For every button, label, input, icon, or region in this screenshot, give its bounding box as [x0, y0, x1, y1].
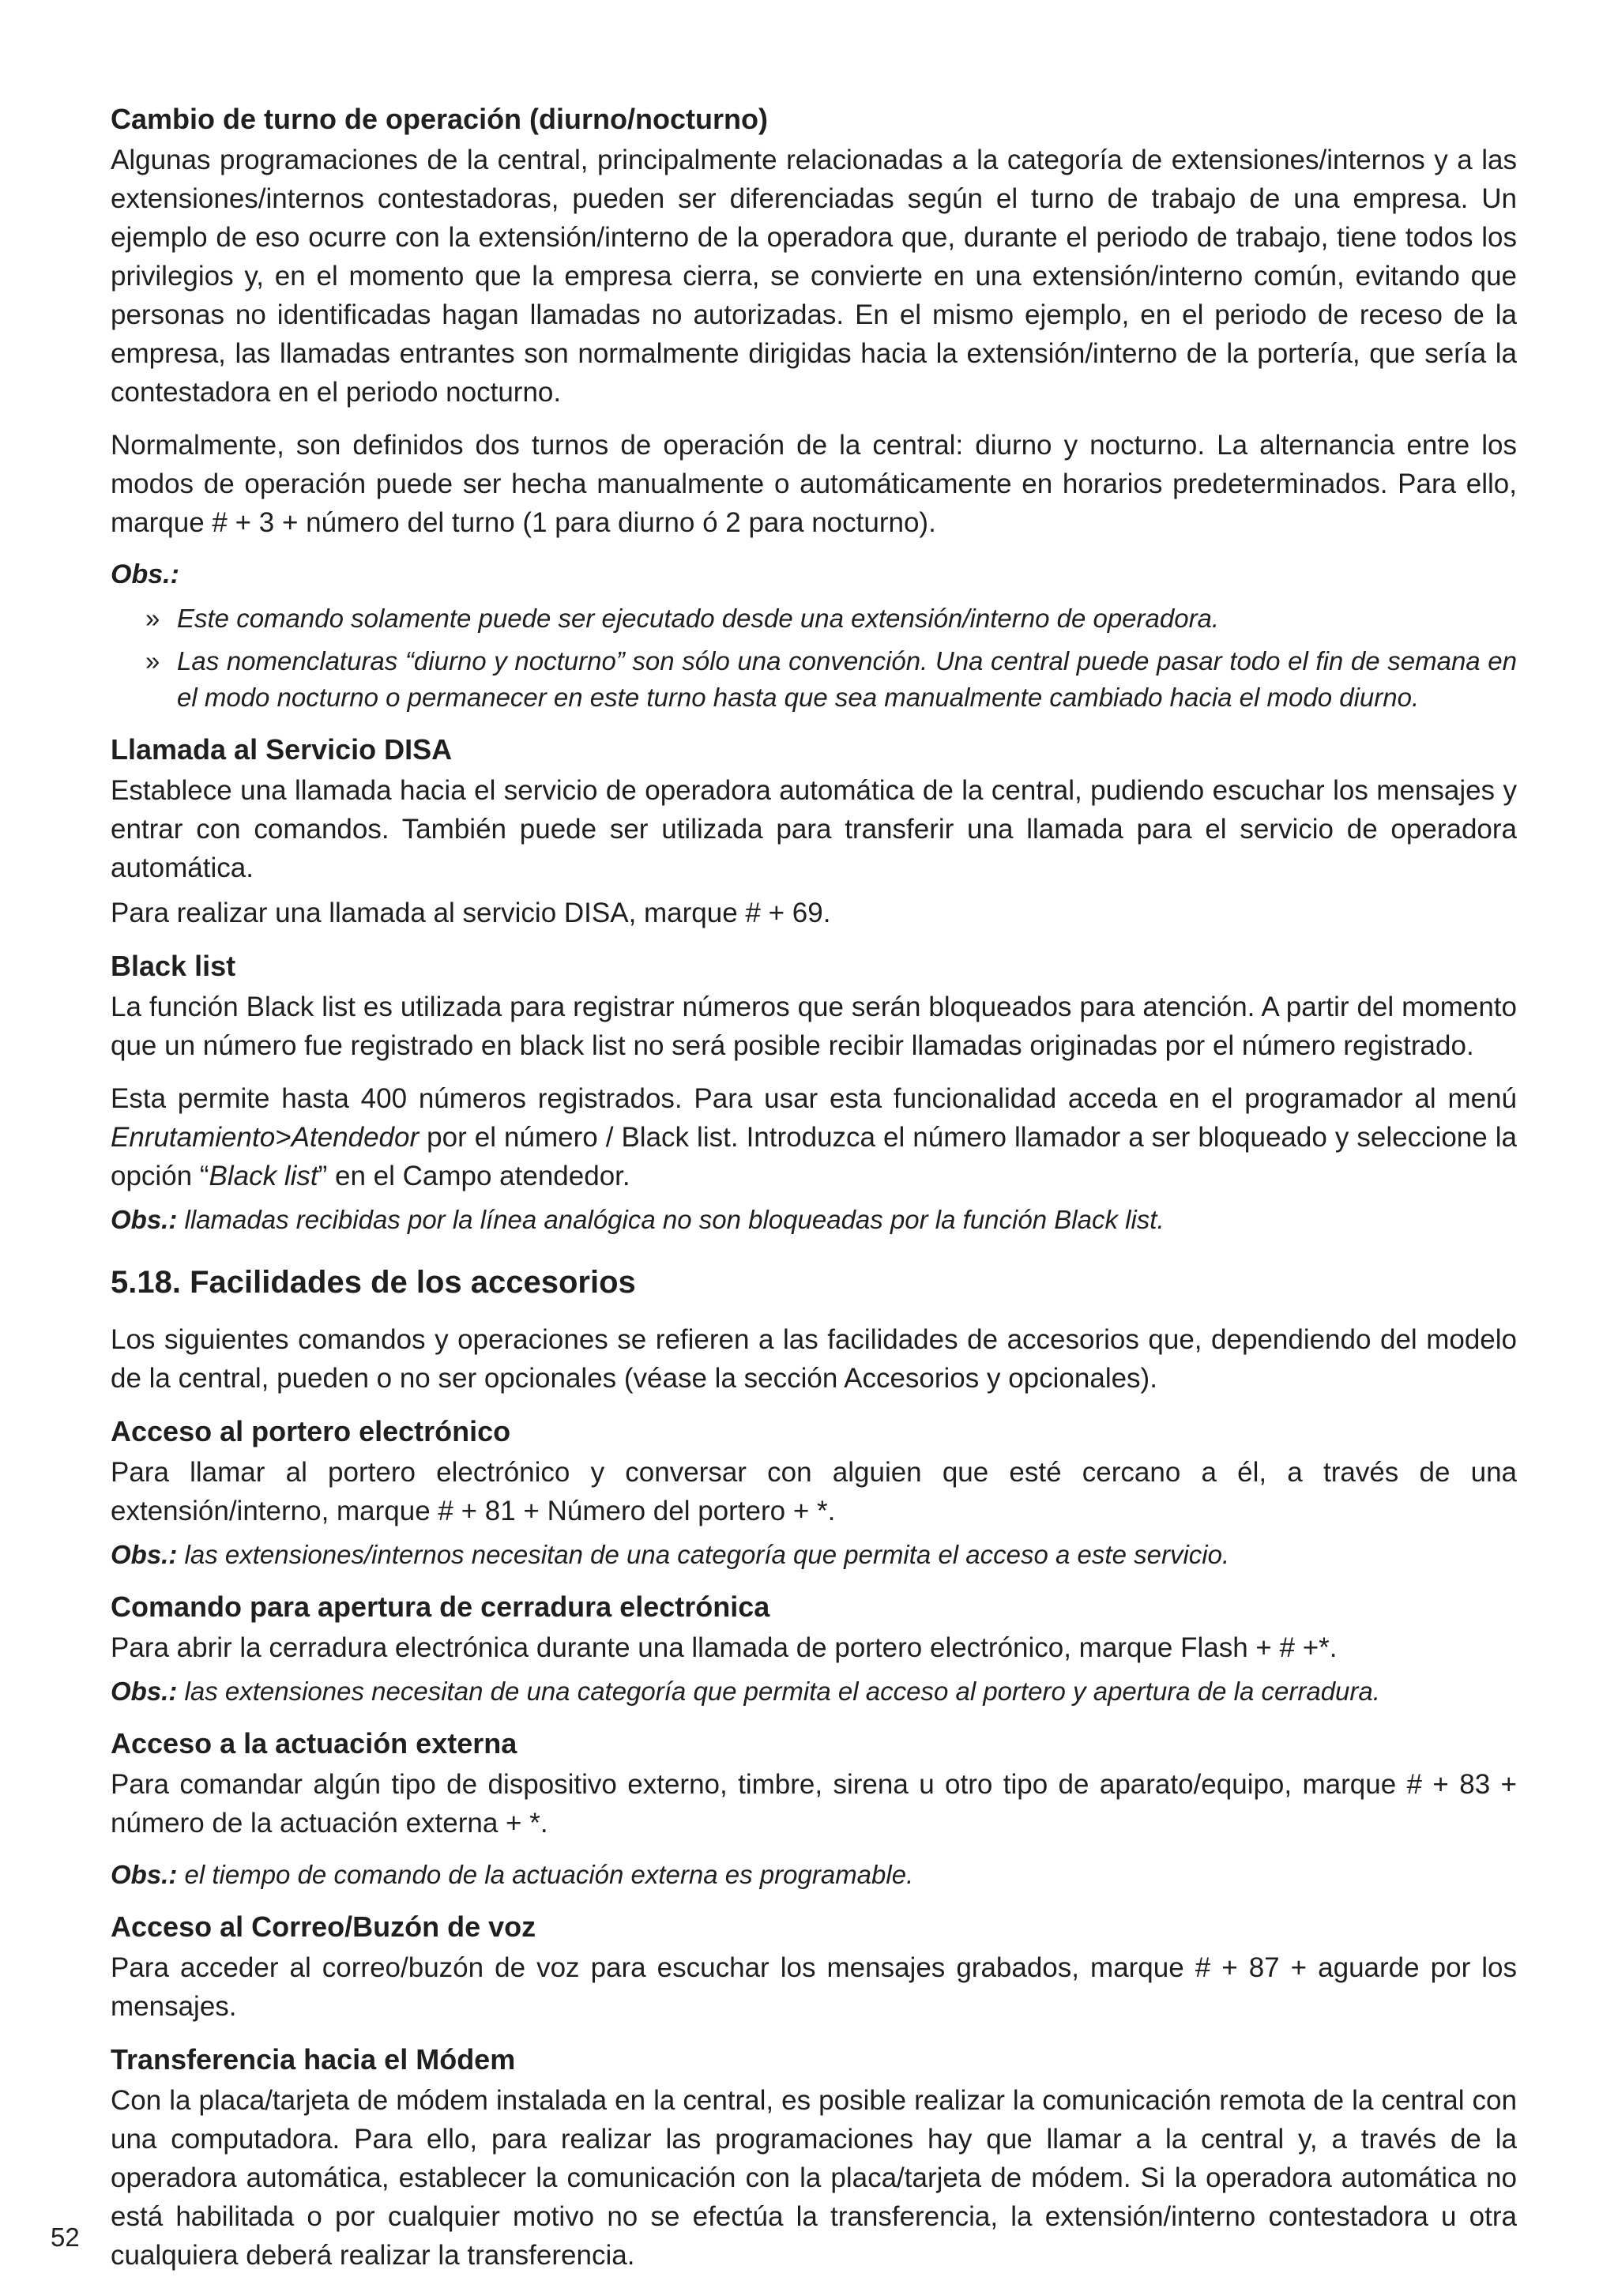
heading-accesorios: 5.18. Facilidades de los accesorios: [111, 1265, 636, 1300]
paragraph-correo: Para acceder al correo/buzón de voz para escuchar los mensajes grabados, marque # + 87 + aguarde por los mensajes.: [111, 1952, 1517, 2022]
paragraph-blacklist-1: La función Black list es utilizada para registrar números que serán bloqueados para atención. A partir del momento que un número fue registrado en black list no será posible recibir llamadas originadas por el número registrado.: [111, 992, 1517, 1061]
obs-text: llamadas recibidas por la línea analógica no son bloqueadas por la función Black list.: [177, 1205, 1165, 1234]
obs-actuacion: [111, 1857, 1517, 1893]
section-disa: [111, 732, 1517, 932]
heading-correo: Acceso al Correo/Buzón de voz: [111, 1910, 536, 1943]
paragraph-disa-2: Para realizar una llamada al servicio DISA, marque # + 69.: [111, 898, 831, 928]
text-fragment: por el número / Black list. Introduzca el número llamador a ser bloqueado y seleccione la opción “: [111, 1122, 1517, 1191]
obs-label: Obs.:: [111, 1540, 178, 1569]
heading-portero: Acceso al portero electrónico: [111, 1415, 511, 1447]
paragraph-turno-1: Algunas programaciones de la central, principalmente relacionadas a la categoría de extensiones/internos y a las extensiones/internos contestadoras, pueden ser diferenciadas según el turno de trabajo de una empresa. Un ejemplo de eso ocurre con la extensión/interno de la operadora que, durante el periodo de trabajo, tiene todos los privilegios y, en el momento que la empresa cierra, se convierte en una extensión/interno común, evitando que personas no identificadas hagan llamadas no autorizadas. En el mismo ejemplo, en el periodo de receso de la empresa, las llamadas entrantes son normalmente dirigidas hacia la extensión/interno de la portería, que sería la contestadora en el periodo nocturno.: [111, 145, 1517, 408]
section-turno: [111, 101, 1517, 716]
paragraph-actuacion: Para comandar algún tipo de dispositivo externo, timbre, sirena u otro tipo de aparato/equipo, marque # + 83 + número de la actuación externa + *.: [111, 1769, 1517, 1839]
bullet-mark: »: [145, 604, 160, 633]
paragraph-disa-1: Establece una llamada hacia el servicio de operadora automática de la central, pudiendo escuchar los mensajes y entrar con comandos. También puede ser utilizada para transferir una llamada para el servicio de operadora automática.: [111, 775, 1517, 883]
list-item: [111, 600, 1517, 637]
obs-label: Obs.:: [111, 1860, 178, 1889]
obs-label: Obs.:: [111, 1205, 178, 1234]
paragraph-accesorios: Los siguientes comandos y operaciones se refieren a las facilidades de accesorios que, dependiendo del modelo de la central, pueden o no ser opcionales (véase la sección Accesorios y opcionales).: [111, 1324, 1517, 1394]
obs-blacklist: [111, 1202, 1517, 1238]
paragraph-modem: Con la placa/tarjeta de módem instalada en la central, es posible realizar la comunicación remota de la central con una computadora. Para ello, para realizar las programaciones hay que llamar a la central y, a través de la operadora automática, establecer la comunicación con la placa/tarjeta de módem. Si la operadora automática no está habilitada o por cualquier motivo no se efectúa la transferencia, la extensión/interno contestadora u otra cualquiera deberá realizar la transferencia.: [111, 2085, 1517, 2271]
obs-cerradura: [111, 1673, 1517, 1710]
option-name: Black list: [209, 1161, 318, 1191]
paragraph-turno-2: Normalmente, son definidos dos turnos de operación de la central: diurno y nocturno. La alternancia entre los modos de operación puede ser hecha manualmente o automáticamente en horarios predeterminados. Para ello, marque # + 3 + número del turno (1 para diurno ó 2 para nocturno).: [111, 430, 1517, 538]
section-accesorios: [111, 1262, 1517, 1398]
heading-actuacion: Acceso a la actuación externa: [111, 1727, 517, 1760]
obs-portero: [111, 1537, 1517, 1573]
list-item: [111, 643, 1517, 716]
list-item-text: Las nomenclaturas “diurno y nocturno” son sólo una convención. Una central puede pasar todo el fin de semana en el modo nocturno o permanecer en este turno hasta que sea manualmente cambiado hacia el modo diurno.: [177, 646, 1517, 712]
heading-blacklist: Black list: [111, 950, 236, 982]
paragraph-portero: Para llamar al portero electrónico y conversar con alguien que esté cercano a él, a través de una extensión/interno, marque # + 81 + Número del portero + *.: [111, 1457, 1517, 1526]
bullet-mark: »: [145, 646, 160, 676]
paragraph-cerradura: Para abrir la cerradura electrónica durante una llamada de portero electrónico, marque Flash + # +*.: [111, 1632, 1338, 1663]
text-fragment: ” en el Campo atendedor.: [318, 1161, 630, 1191]
document-page: [111, 101, 1517, 2290]
obs-text: las extensiones/internos necesitan de una categoría que permita el acceso a este servicio.: [177, 1540, 1230, 1569]
obs-label: Obs.:: [111, 1677, 178, 1706]
paragraph-blacklist-2: [111, 1079, 1517, 1195]
menu-path: Enrutamiento>Atendedor: [111, 1122, 420, 1153]
page-number: 52: [51, 2223, 80, 2252]
obs-label-turno: Obs.:: [111, 559, 179, 589]
section-portero: [111, 1413, 1517, 1573]
section-correo: [111, 1909, 1517, 2026]
heading-cerradura: Comando para apertura de cerradura electrónica: [111, 1590, 770, 1623]
section-cerradura: [111, 1589, 1517, 1710]
obs-text: el tiempo de comando de la actuación externa es programable.: [177, 1860, 914, 1889]
heading-turno: Cambio de turno de operación (diurno/nocturno): [111, 103, 768, 135]
heading-disa: Llamada al Servicio DISA: [111, 733, 453, 766]
obs-list-turno: [111, 600, 1517, 716]
heading-modem: Transferencia hacia el Módem: [111, 2043, 516, 2076]
obs-text: las extensiones necesitan de una categoría que permita el acceso al portero y apertura de la cerradura.: [177, 1677, 1380, 1706]
text-fragment: Esta permite hasta 400 números registrados. Para usar esta funcionalidad acceda en el programador al menú: [111, 1083, 1517, 1114]
section-blacklist: [111, 948, 1517, 1238]
section-modem: [111, 2042, 1517, 2275]
list-item-text: Este comando solamente puede ser ejecutado desde una extensión/interno de operadora.: [177, 604, 1220, 633]
section-actuacion: [111, 1726, 1517, 1893]
